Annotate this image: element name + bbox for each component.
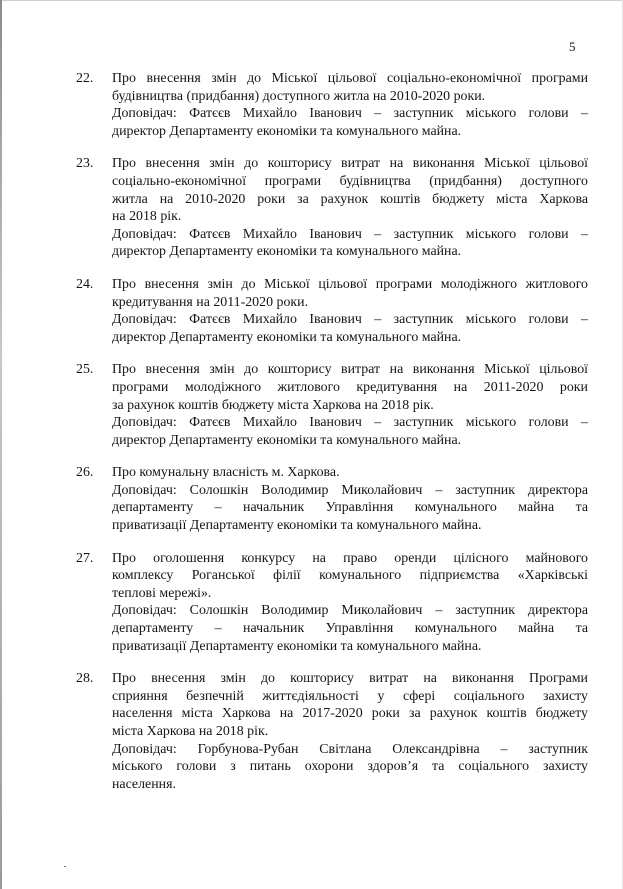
speaker-line: директор Департаменту економіки та комунального майна.: [112, 123, 462, 139]
agenda-item-speaker: [112, 226, 588, 261]
title-line: міста Харкова на 2018 рік.: [112, 724, 269, 739]
agenda-item-number: 22.: [76, 71, 94, 86]
title-line: за рахунок коштів бюджету міста Харкова на 2018 рік.: [112, 397, 434, 413]
agenda-item-title: [112, 464, 588, 482]
agenda-item-number: 24.: [76, 276, 94, 292]
speaker-line: директор Департаменту економіки та комунального майна.: [112, 329, 462, 345]
speaker-line: Доповідач: Фатєєв Михайло Іванович – заступник міського голови –: [112, 415, 588, 431]
speaker-line: міського голови з питань охорони здоров’я та соціального захисту: [112, 759, 588, 775]
speaker-line: департаменту – начальник Управління комунального майна та: [112, 500, 588, 516]
speaker-line: Доповідач: Фатєєв Михайло Іванович – заступник міського голови –: [112, 106, 588, 122]
speaker-line: директор Департаменту економіки та комунального майна.: [112, 432, 462, 448]
agenda-item-title: [112, 361, 588, 414]
speaker-line: директор Департаменту економіки та комунального майна.: [112, 244, 462, 260]
title-line: Про комунальну власність м. Харкова.: [112, 465, 340, 481]
agenda-item-speaker: [112, 105, 588, 140]
agenda-item-number: 25.: [76, 362, 94, 378]
speaker-line: Доповідач: Солошкін Володимир Миколайович – заступник директора: [112, 603, 588, 619]
title-line: теплові мережі».: [112, 585, 212, 601]
agenda-item-number: 23.: [76, 156, 94, 172]
agenda-item-title: [112, 155, 588, 225]
title-line: Про внесення змін до кошторису витрат на виконання Програми: [112, 671, 588, 687]
title-line: соціально-економічної програми будівництва (придбання) доступного: [112, 173, 588, 189]
scan-edge-left: [0, 0, 2, 889]
speaker-line: Доповідач: Фатєєв Михайло Іванович – заступник міського голови –: [112, 226, 588, 242]
speaker-line: приватизації Департаменту економіки та комунального майна.: [112, 518, 482, 534]
title-line: населення міста Харкова на 2017-2020 роки за рахунок коштів бюджету: [112, 706, 588, 722]
speaker-line: Доповідач: Горбунова-Рубан Світлана Олександрівна – заступник: [112, 741, 588, 757]
agenda-item-number: 27.: [76, 550, 94, 566]
agenda-item-title: [112, 670, 588, 740]
speaker-line: Доповідач: Фатєєв Михайло Іванович – заступник міського голови –: [112, 312, 588, 328]
agenda-item: [76, 550, 588, 656]
agenda-item: [76, 276, 588, 346]
agenda-item-number: 28.: [76, 671, 94, 687]
title-line: Про оголошення конкурсу на право оренди цілісного майнового: [112, 550, 588, 566]
title-line: Про внесення змін до Міської цільової програми молодіжного житлового: [112, 276, 588, 292]
agenda-item-title: [112, 550, 588, 603]
agenda-item-title: [112, 70, 588, 105]
agenda-item: [76, 155, 588, 261]
title-line: Про внесення змін до кошторису витрат на виконання Міської цільової: [112, 156, 588, 172]
agenda-item-speaker: [112, 602, 588, 655]
agenda-item: [76, 70, 588, 140]
title-line: кредитування на 2011-2020 роки.: [112, 294, 309, 310]
agenda-item-speaker: [112, 414, 588, 449]
agenda-item: [76, 670, 588, 793]
title-line: Про внесення змін до Міської цільової соціально-економічної програми: [112, 71, 588, 86]
agenda-item: [76, 361, 588, 449]
speaker-line: департаменту – начальник Управління комунального майна та: [112, 621, 588, 637]
speaker-line: приватизації Департаменту економіки та комунального майна.: [112, 638, 482, 654]
agenda-item-speaker: [112, 311, 588, 346]
page-number: 5: [569, 39, 576, 54]
scan-speck: [64, 866, 66, 867]
agenda-item-speaker: [112, 741, 588, 794]
agenda-item-number: 26.: [76, 465, 94, 481]
agenda-list: [76, 70, 588, 808]
speaker-line: Доповідач: Солошкін Володимир Миколайович – заступник директора: [112, 482, 588, 498]
scan-edge-top: [0, 0, 623, 1]
agenda-item: [76, 464, 588, 534]
speaker-line: населення.: [112, 776, 176, 792]
title-line: Про внесення змін до кошторису витрат на виконання Міської цільової: [112, 362, 588, 378]
title-line: будівництва (придбання) доступного житла на 2010-2020 роки.: [112, 88, 486, 104]
title-line: комплексу Роганської філії комунального підприємства «Харківські: [112, 568, 588, 584]
title-line: програми молодіжного житлового кредитування на 2011-2020 роки: [112, 379, 588, 395]
title-line: на 2018 рік.: [112, 209, 182, 225]
agenda-item-speaker: [112, 482, 588, 535]
title-line: житла на 2010-2020 роки за рахунок коштів бюджету міста Харкова: [112, 191, 588, 207]
title-line: сприяння безпечній життєдіяльності у сфері соціального захисту: [112, 688, 588, 704]
agenda-item-title: [112, 276, 588, 311]
